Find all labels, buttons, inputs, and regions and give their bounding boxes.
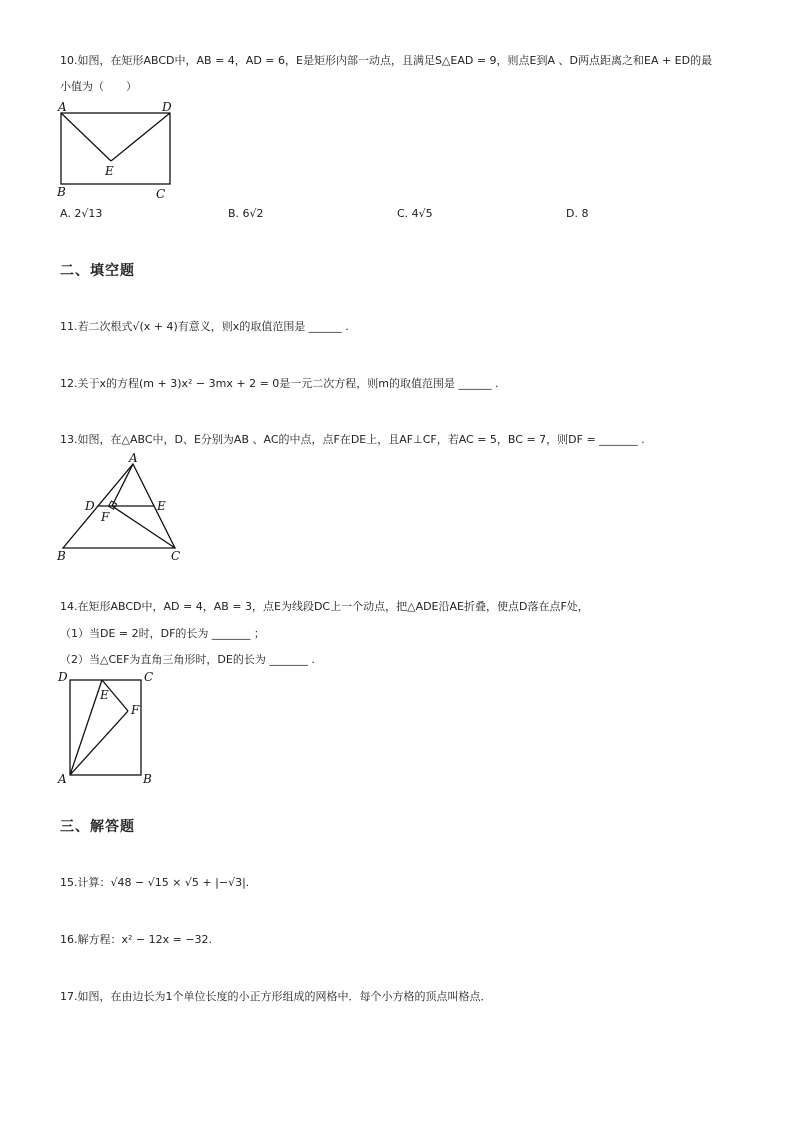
q14-label-e: E <box>100 688 109 702</box>
q10-label-b: B <box>57 185 66 199</box>
q10-figure <box>55 98 185 203</box>
q10-label-c: C <box>156 187 166 201</box>
q10-line1: 10.如图，在矩形ABCD中，AB = 4，AD = 6，E是矩形内部一动点，且满足S△EAD = 9，则点E到A 、D两点距离之和EA + ED的最 <box>60 54 713 67</box>
q11-text: 11.若二次根式√(x + 4)有意义，则x的取值范围是 ______ . <box>60 320 349 333</box>
q12-text: 12.关于x的方程(m + 3)x² − 3mx + 2 = 0是一元二次方程，则m的取值范围是 ______ . <box>60 377 499 390</box>
q14-text: 14.在矩形ABCD中，AD = 4，AB = 3，点E为线段DC上一个动点，把△ADE沿AE折叠，使点D落在点F处， <box>60 600 589 613</box>
q14-part2: （2）当△CEF为直角三角形时，DE的长为 _______ . <box>60 653 315 666</box>
q10-option-c[interactable]: C. 4√5 <box>397 207 433 220</box>
q14-label-b: B <box>143 772 152 786</box>
q13-label-a: A <box>129 451 138 465</box>
q10-line2: 小值为（ ） <box>60 80 137 93</box>
q15-text: 15.计算：√48 − √15 × √5 + |−√3|. <box>60 876 250 889</box>
q14-label-c: C <box>144 670 154 684</box>
q13-label-b: B <box>57 549 66 563</box>
q10-label-e: E <box>105 164 114 178</box>
q14-label-d: D <box>58 670 68 684</box>
q10-option-d[interactable]: D. 8 <box>566 207 589 220</box>
section-3-title: 三、解答题 <box>60 819 135 835</box>
q17-text: 17.如图，在由边长为1个单位长度的小正方形组成的网格中．每个小方格的顶点叫格点． <box>60 990 492 1003</box>
section-2-title: 二、填空题 <box>60 263 135 279</box>
q10-option-b[interactable]: B. 6√2 <box>228 207 264 220</box>
q13-label-f: F <box>101 510 110 524</box>
q13-label-e: E <box>157 499 166 513</box>
q14-part1: （1）当DE = 2时，DF的长为 _______ ； <box>60 627 265 640</box>
q10-label-d: D <box>162 100 172 114</box>
q13-label-c: C <box>171 549 181 563</box>
q14-label-f: F <box>131 703 140 717</box>
q10-label-a: A <box>58 100 67 114</box>
q14-figure <box>55 670 165 785</box>
q10-option-a[interactable]: A. 2√13 <box>60 207 103 220</box>
q14-label-a: A <box>58 772 67 786</box>
q16-text: 16.解方程：x² − 12x = −32. <box>60 933 213 946</box>
q13-text: 13.如图，在△ABC中，D、E分别为AB 、AC的中点，点F在DE上，且AF⊥CF，若AC = 5，BC = 7，则DF = _______ . <box>60 433 645 446</box>
q13-figure <box>55 452 195 567</box>
q13-label-d: D <box>85 499 95 513</box>
